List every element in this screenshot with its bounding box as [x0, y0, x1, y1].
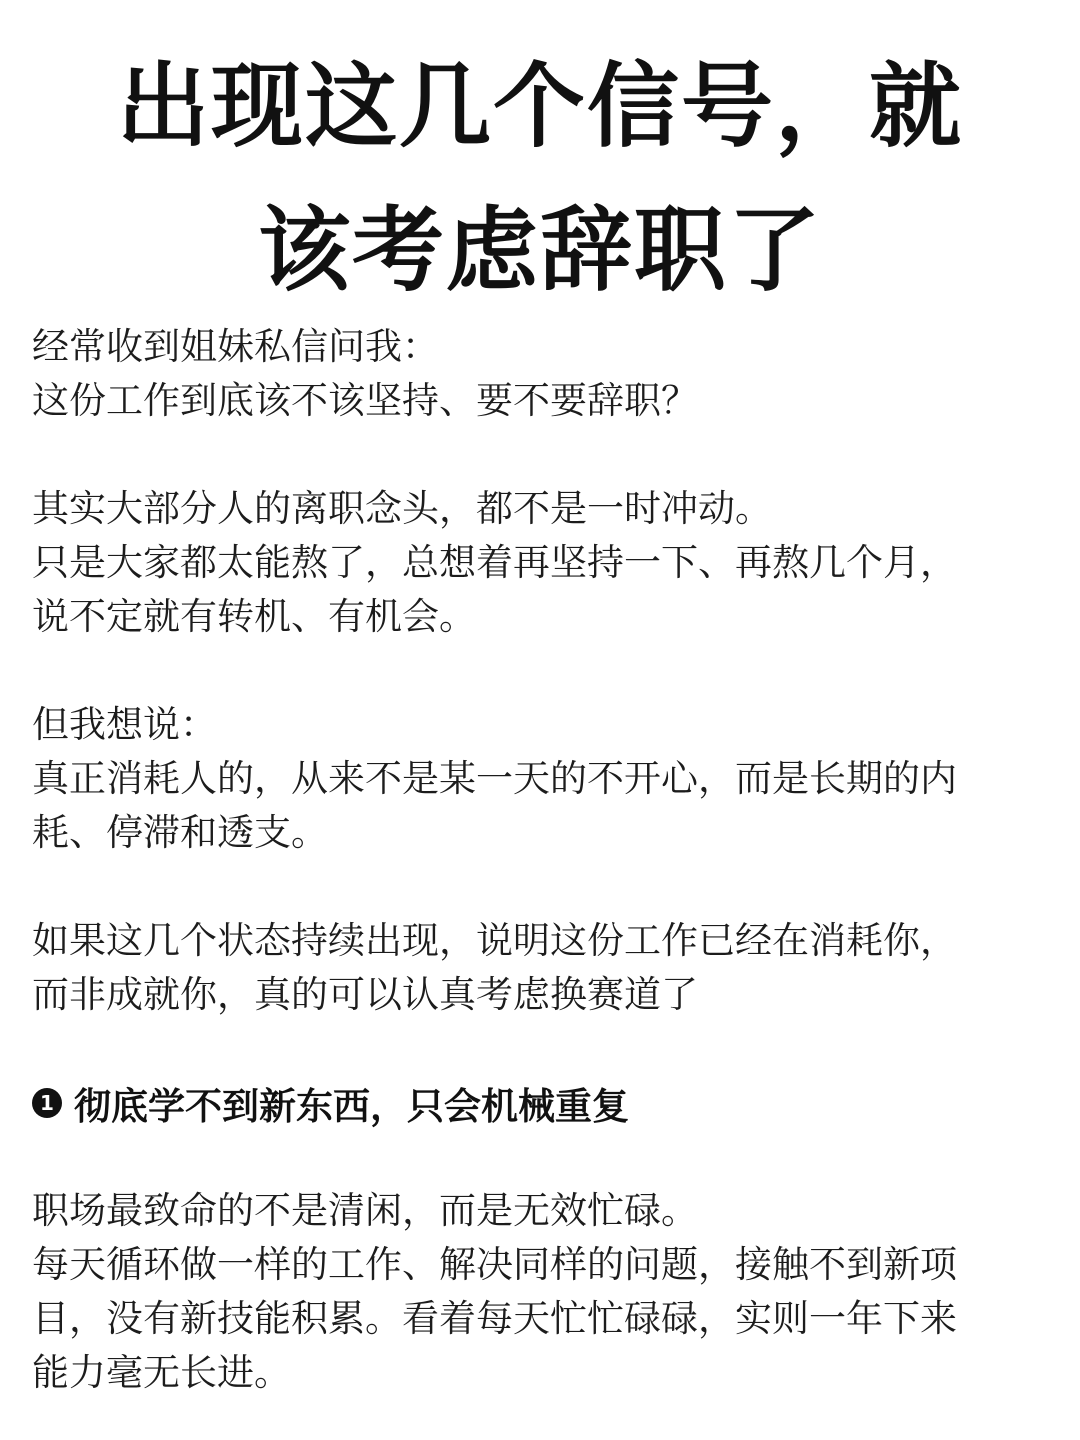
title-line-2: 该考虑辞职了 [257, 197, 822, 304]
text-line: 每天循环做一样的工作、解决同样的问题，接触不到新项 [32, 1243, 957, 1286]
text-line: 真正消耗人的，从来不是某一天的不开心，而是长期的内 [32, 757, 957, 800]
text-line: 其实大部分人的离职念头，都不是一时冲动。 [32, 487, 772, 530]
text-line: 这份工作到底该不该坚持、要不要辞职？ [32, 379, 698, 422]
paragraph-2 [32, 482, 1052, 644]
title-line-1: 出现这几个信号，就 [116, 53, 963, 160]
text-line: 经常收到姐妹私信问我： [32, 325, 439, 368]
section-heading-text: 彻底学不到新东西，只会机械重复 [74, 1085, 629, 1128]
section-1-body [32, 1184, 1052, 1400]
text-line: 如果这几个状态持续出现，说明这份工作已经在消耗你， [32, 919, 957, 962]
paragraph-1 [32, 320, 1052, 428]
number-badge: 1 [32, 1088, 62, 1118]
text-line: 目，没有新技能积累。看着每天忙忙碌碌，实则一年下来 [32, 1297, 957, 1340]
text-line: 能力毫无长进。 [32, 1351, 291, 1394]
text-line: 耗、停滞和透支。 [32, 811, 328, 854]
section-heading-1 [32, 1076, 629, 1130]
text-line: 只是大家都太能熬了，总想着再坚持一下、再熬几个月， [32, 541, 957, 584]
text-line: 但我想说： [32, 703, 217, 746]
paragraph-3 [32, 698, 1052, 860]
paragraph-4 [32, 914, 1052, 1022]
text-line: 说不定就有转机、有机会。 [32, 595, 476, 638]
text-line: 职场最致命的不是清闲，而是无效忙碌。 [32, 1189, 698, 1232]
text-line: 而非成就你，真的可以认真考虑换赛道了 [32, 973, 698, 1016]
